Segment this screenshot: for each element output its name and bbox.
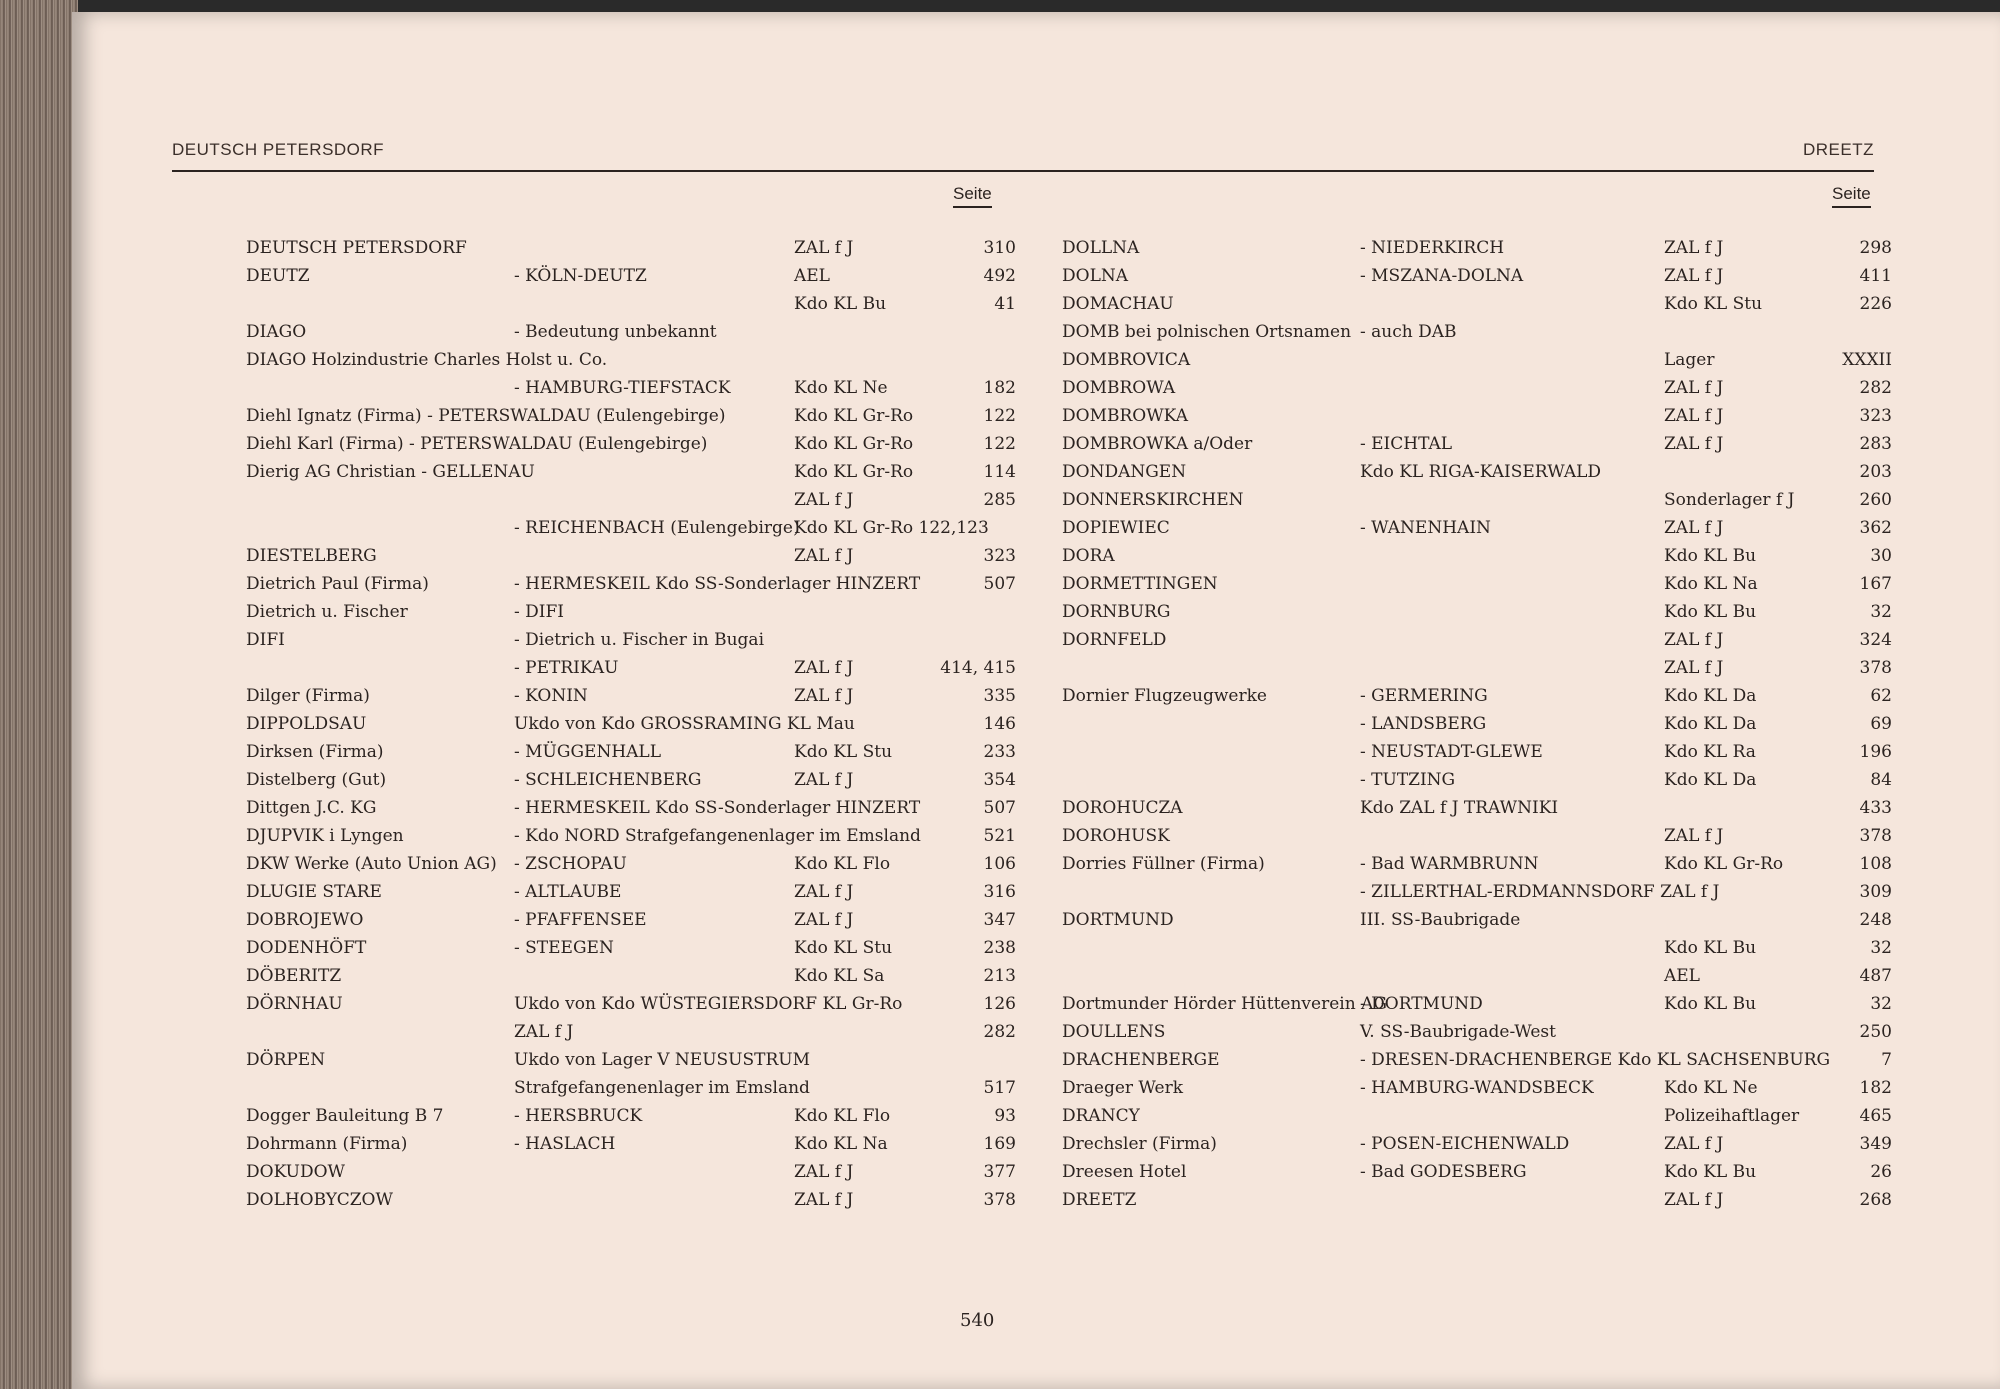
entry-name: DIFI <box>246 630 285 650</box>
entry-name: DOMBROWKA <box>1062 406 1188 426</box>
entry-page: 30 <box>1870 546 1892 566</box>
entry-location: - Dietrich u. Fischer in Bugai <box>514 630 765 650</box>
index-entry <box>1062 350 1892 378</box>
entry-camp: Kdo KL Bu <box>1664 994 1757 1014</box>
index-entry <box>1062 1022 1892 1050</box>
index-entry <box>1062 546 1892 574</box>
entry-name: DOLNA <box>1062 266 1129 286</box>
index-entry <box>1062 602 1892 630</box>
entry-name: DKW Werke (Auto Union AG) <box>246 854 497 874</box>
entry-name: Drechsler (Firma) <box>1062 1134 1217 1154</box>
seite-label-right: Seite <box>1832 184 1871 208</box>
entry-page: 250 <box>1859 1022 1892 1042</box>
entry-page: 167 <box>1859 574 1892 594</box>
entry-page: 213 <box>983 966 1016 986</box>
entry-page: 260 <box>1859 490 1892 510</box>
entry-camp: ZAL f J <box>794 882 854 902</box>
entry-camp: Kdo KL Gr-Ro 122,123 <box>794 518 989 538</box>
entry-name: DJUPVIK i Lyngen <box>246 826 404 846</box>
entry-camp: ZAL f J <box>1664 406 1724 426</box>
entry-name: DIAGO <box>246 322 307 342</box>
entry-page: 146 <box>983 714 1016 734</box>
entry-name: Diehl Karl (Firma) - PETERSWALDAU (Eulengebirge) <box>246 434 708 454</box>
entry-page: 378 <box>983 1190 1016 1210</box>
entry-page: 84 <box>1870 770 1892 790</box>
entry-name: DOPIEWIEC <box>1062 518 1170 538</box>
index-entry <box>246 770 1016 798</box>
entry-location: - DRESEN-DRACHENBERGE Kdo KL SACHSENBURG <box>1360 1050 1831 1070</box>
entry-page: 93 <box>994 1106 1016 1126</box>
entry-page: 309 <box>1859 882 1892 902</box>
entry-name: DORNFELD <box>1062 630 1167 650</box>
index-entry <box>246 238 1016 266</box>
entry-name: DOBROJEWO <box>246 910 364 930</box>
index-entry <box>246 1022 1016 1050</box>
entry-location: - HERMESKEIL Kdo SS-Sonderlager HINZERT <box>514 798 921 818</box>
index-entry <box>246 630 1016 658</box>
entry-location: - KÖLN-DEUTZ <box>514 266 647 286</box>
entry-location: Strafgefangenenlager im Emsland <box>514 1078 810 1098</box>
entry-camp: Kdo KL Da <box>1664 770 1757 790</box>
entry-name: DONNERSKIRCHEN <box>1062 490 1244 510</box>
entry-page: 349 <box>1859 1134 1892 1154</box>
index-entry <box>1062 1078 1892 1106</box>
entry-page: 62 <box>1870 686 1892 706</box>
entry-name: DOROHUSK <box>1062 826 1170 846</box>
entry-page: 335 <box>983 686 1016 706</box>
index-entry <box>246 1050 1016 1078</box>
entry-camp: ZAL f J <box>794 770 854 790</box>
entry-page: 32 <box>1870 938 1892 958</box>
index-entry <box>1062 294 1892 322</box>
entry-location: - EICHTAL <box>1360 434 1453 454</box>
entry-page: 26 <box>1870 1162 1892 1182</box>
entry-location: - ZILLERTHAL-ERDMANNSDORF ZAL f J <box>1360 882 1720 902</box>
entry-name: Diehl Ignatz (Firma) - PETERSWALDAU (Eulengebirge) <box>246 406 726 426</box>
entry-page: XXXII <box>1842 350 1892 370</box>
entry-name: Dortmunder Hörder Hüttenverein AG <box>1062 994 1387 1014</box>
index-entry <box>1062 406 1892 434</box>
entry-name: DOULLENS <box>1062 1022 1166 1042</box>
index-entry <box>1062 854 1892 882</box>
index-entry <box>1062 378 1892 406</box>
entry-name: DOLHOBYCZOW <box>246 1190 393 1210</box>
entry-camp: ZAL f J <box>1664 1134 1724 1154</box>
entry-name: DOLLNA <box>1062 238 1140 258</box>
index-entry <box>1062 742 1892 770</box>
index-entry <box>1062 434 1892 462</box>
index-entry <box>1062 686 1892 714</box>
entry-name: Dornier Flugzeugwerke <box>1062 686 1267 706</box>
entry-camp: Kdo KL Gr-Ro <box>794 406 914 426</box>
entry-name: DRACHENBERGE <box>1062 1050 1220 1070</box>
entry-location: - MÜGGENHALL <box>514 742 662 762</box>
entry-camp: Kdo KL Ne <box>794 378 888 398</box>
right-column <box>1062 238 1892 1218</box>
index-entry <box>1062 1106 1892 1134</box>
entry-name: Dietrich Paul (Firma) <box>246 574 429 594</box>
index-entry <box>246 1078 1016 1106</box>
entry-camp: Kdo KL Na <box>794 1134 888 1154</box>
index-entry <box>1062 1162 1892 1190</box>
index-entry <box>1062 1190 1892 1218</box>
index-entry <box>246 266 1016 294</box>
entry-location: - MSZANA-DOLNA <box>1360 266 1524 286</box>
entry-name: Dreesen Hotel <box>1062 1162 1187 1182</box>
index-entry <box>1062 266 1892 294</box>
entry-camp: Kdo KL Ne <box>1664 1078 1758 1098</box>
entry-page: 354 <box>983 770 1016 790</box>
entry-page: 32 <box>1870 602 1892 622</box>
entry-page: 282 <box>983 1022 1016 1042</box>
entry-name: Dogger Bauleitung B 7 <box>246 1106 444 1126</box>
entry-camp: AEL <box>1664 966 1700 986</box>
entry-camp: ZAL f J <box>1664 434 1724 454</box>
entry-page: 32 <box>1870 994 1892 1014</box>
entry-location: - auch DAB <box>1360 322 1457 342</box>
entry-name: DORNBURG <box>1062 602 1171 622</box>
entry-page: 323 <box>1859 406 1892 426</box>
entry-name: Dirksen (Firma) <box>246 742 384 762</box>
entry-name: Dorries Füllner (Firma) <box>1062 854 1265 874</box>
entry-page: 69 <box>1870 714 1892 734</box>
entry-location: - ZSCHOPAU <box>514 854 627 874</box>
entry-camp: Kdo KL Bu <box>1664 938 1757 958</box>
entry-camp: Kdo KL Flo <box>794 1106 891 1126</box>
index-entry <box>246 966 1016 994</box>
entry-page: 41 <box>994 294 1016 314</box>
entry-name: DRANCY <box>1062 1106 1140 1126</box>
index-entry <box>246 938 1016 966</box>
entry-name: DORA <box>1062 546 1115 566</box>
index-entry <box>1062 462 1892 490</box>
entry-page: 182 <box>983 378 1016 398</box>
entry-page: 324 <box>1859 630 1892 650</box>
entry-camp: ZAL f J <box>1664 630 1724 650</box>
entry-page: 238 <box>983 938 1016 958</box>
entry-name: Distelberg (Gut) <box>246 770 387 790</box>
index-entry <box>246 910 1016 938</box>
entry-camp: Kdo KL Stu <box>794 742 893 762</box>
entry-page: 233 <box>983 742 1016 762</box>
entry-camp: Kdo KL Sa <box>794 966 885 986</box>
entry-camp: ZAL f J <box>1664 266 1724 286</box>
index-entry <box>1062 798 1892 826</box>
entry-page: 7 <box>1881 1050 1892 1070</box>
entry-name: DOMACHAU <box>1062 294 1174 314</box>
entry-page: 169 <box>983 1134 1016 1154</box>
entry-name: DLUGIE STARE <box>246 882 382 902</box>
index-entry <box>246 602 1016 630</box>
entry-page: 122 <box>983 406 1016 426</box>
entry-location: - NIEDERKIRCH <box>1360 238 1505 258</box>
entry-camp: Lager <box>1664 350 1715 370</box>
entry-camp: Kdo KL Flo <box>794 854 891 874</box>
index-entry <box>1062 574 1892 602</box>
entry-camp: Kdo KL Ra <box>1664 742 1756 762</box>
entry-camp: Kdo KL Bu <box>794 294 887 314</box>
entry-name: DOMBROVICA <box>1062 350 1191 370</box>
entry-page: 517 <box>983 1078 1016 1098</box>
entry-location: - STEEGEN <box>514 938 614 958</box>
entry-name: DIESTELBERG <box>246 546 377 566</box>
entry-name: Dierig AG Christian - GELLENAU <box>246 462 535 482</box>
entry-camp: Kdo KL Bu <box>1664 546 1757 566</box>
index-entry <box>246 658 1016 686</box>
entry-camp: Kdo KL Na <box>1664 574 1758 594</box>
entry-location: - SCHLEICHENBERG <box>514 770 702 790</box>
entry-location: - GERMERING <box>1360 686 1488 706</box>
entry-page: 182 <box>1859 1078 1892 1098</box>
entry-name: DONDANGEN <box>1062 462 1187 482</box>
entry-location: - POSEN-EICHENWALD <box>1360 1134 1570 1154</box>
entry-camp: Kdo KL Stu <box>1664 294 1763 314</box>
entry-camp: ZAL f J <box>1664 238 1724 258</box>
entry-camp: Kdo KL Gr-Ro <box>794 434 914 454</box>
index-entry <box>1062 910 1892 938</box>
entry-camp: Sonderlager f J <box>1664 490 1795 510</box>
index-entry <box>246 798 1016 826</box>
entry-page: 347 <box>983 910 1016 930</box>
entry-page: 285 <box>983 490 1016 510</box>
entry-name: DODENHÖFT <box>246 938 367 958</box>
entry-camp: ZAL f J <box>1664 518 1724 538</box>
entry-location: ZAL f J <box>514 1022 574 1042</box>
entry-camp: Kdo KL Bu <box>1664 602 1757 622</box>
index-entry <box>1062 630 1892 658</box>
index-entry <box>246 882 1016 910</box>
entry-name: Dittgen J.C. KG <box>246 798 377 818</box>
book-page-edges <box>0 0 78 1389</box>
entry-page: 521 <box>983 826 1016 846</box>
entry-location: Kdo KL RIGA-KAISERWALD <box>1360 462 1602 482</box>
entry-page: 283 <box>1859 434 1892 454</box>
index-entry <box>1062 322 1892 350</box>
entry-page: 196 <box>1859 742 1892 762</box>
entry-camp: Kdo KL Stu <box>794 938 893 958</box>
entry-location: - HERMESKEIL Kdo SS-Sonderlager HINZERT <box>514 574 921 594</box>
entry-location: Ukdo von Kdo WÜSTEGIERSDORF KL Gr-Ro <box>514 994 903 1014</box>
left-column <box>246 238 1016 1218</box>
entry-camp: ZAL f J <box>794 546 854 566</box>
seite-label-left: Seite <box>953 184 992 208</box>
entry-name: Dilger (Firma) <box>246 686 370 706</box>
index-entry <box>246 1162 1016 1190</box>
entry-location: - HAMBURG-WANDSBECK <box>1360 1078 1594 1098</box>
entry-location: - WANENHAIN <box>1360 518 1491 538</box>
entry-page: 465 <box>1859 1106 1892 1126</box>
entry-name: DÖBERITZ <box>246 966 342 986</box>
index-entry <box>1062 658 1892 686</box>
entry-page: 268 <box>1859 1190 1892 1210</box>
entry-camp: Kdo KL Gr-Ro <box>794 462 914 482</box>
entry-location: - KONIN <box>514 686 588 706</box>
entry-name: DOMBROWKA a/Oder <box>1062 434 1253 454</box>
header-rule <box>172 170 1874 172</box>
index-entry <box>1062 1050 1892 1078</box>
index-entry <box>246 350 1016 378</box>
entry-camp: ZAL f J <box>794 238 854 258</box>
entry-location: - NEUSTADT-GLEWE <box>1360 742 1543 762</box>
entry-page: 507 <box>983 574 1016 594</box>
entry-location: - HASLACH <box>514 1134 616 1154</box>
entry-page: 310 <box>983 238 1016 258</box>
index-entry <box>246 1190 1016 1218</box>
entry-page: 126 <box>983 994 1016 1014</box>
entry-page: 316 <box>983 882 1016 902</box>
entry-name: DEUTZ <box>246 266 310 286</box>
index-entry <box>246 826 1016 854</box>
entry-camp: AEL <box>794 266 830 286</box>
index-entry <box>246 994 1016 1022</box>
index-entry <box>246 686 1016 714</box>
index-entry <box>1062 994 1892 1022</box>
index-entry <box>246 1134 1016 1162</box>
index-entry <box>246 462 1016 490</box>
entry-camp: Kdo KL Da <box>1664 686 1757 706</box>
entry-name: DEUTSCH PETERSDORF <box>246 238 467 258</box>
entry-name: Draeger Werk <box>1062 1078 1184 1098</box>
entry-page: 298 <box>1859 238 1892 258</box>
index-entry <box>1062 490 1892 518</box>
entry-page: 507 <box>983 798 1016 818</box>
index-entry <box>1062 770 1892 798</box>
entry-name: DÖRPEN <box>246 1050 326 1070</box>
index-entry <box>246 406 1016 434</box>
entry-location: - Kdo NORD Strafgefangenenlager im Emsland <box>514 826 921 846</box>
entry-page: 433 <box>1859 798 1892 818</box>
entry-page: 362 <box>1859 518 1892 538</box>
entry-page: 108 <box>1859 854 1892 874</box>
index-entry <box>1062 518 1892 546</box>
index-entry <box>246 490 1016 518</box>
entry-camp: ZAL f J <box>794 1162 854 1182</box>
entry-location: - REICHENBACH (Eulengebirge) <box>514 518 800 538</box>
entry-page: 114 <box>983 462 1016 482</box>
entry-camp: ZAL f J <box>794 686 854 706</box>
index-entry <box>1062 714 1892 742</box>
entry-camp: ZAL f J <box>794 658 854 678</box>
entry-location: - PETRIKAU <box>514 658 619 678</box>
entry-location: V. SS-Baubrigade-West <box>1360 1022 1556 1042</box>
entry-camp: ZAL f J <box>1664 658 1724 678</box>
entry-camp: Kdo KL Da <box>1664 714 1757 734</box>
entry-camp: Polizeihaftlager <box>1664 1106 1800 1126</box>
entry-camp: ZAL f J <box>1664 826 1724 846</box>
index-entry <box>246 322 1016 350</box>
entry-name: DIPPOLDSAU <box>246 714 367 734</box>
entry-camp: ZAL f J <box>1664 1190 1724 1210</box>
entry-page: 411 <box>1859 266 1892 286</box>
index-entry <box>1062 938 1892 966</box>
entry-location: - TUTZING <box>1360 770 1456 790</box>
entry-page: 282 <box>1859 378 1892 398</box>
entry-page: 203 <box>1859 462 1892 482</box>
index-entry <box>1062 238 1892 266</box>
index-entry <box>1062 882 1892 910</box>
entry-page: 487 <box>1859 966 1892 986</box>
entry-camp: ZAL f J <box>1664 378 1724 398</box>
entry-camp: Kdo KL Bu <box>1664 1162 1757 1182</box>
entry-page: 226 <box>1859 294 1892 314</box>
entry-location: - Bedeutung unbekannt <box>514 322 717 342</box>
entry-page: 378 <box>1859 826 1892 846</box>
entry-name: DOROHUCZA <box>1062 798 1183 818</box>
entry-camp: Kdo KL Gr-Ro <box>1664 854 1784 874</box>
entry-page: 248 <box>1859 910 1892 930</box>
entry-location: - DORTMUND <box>1360 994 1483 1014</box>
entry-name: DÖRNHAU <box>246 994 343 1014</box>
entry-name: Dietrich u. Fischer <box>246 602 408 622</box>
index-entry <box>246 518 1016 546</box>
header-right: DREETZ <box>1803 140 1874 159</box>
index-entry <box>1062 826 1892 854</box>
entry-location: - PFAFFENSEE <box>514 910 647 930</box>
index-entry <box>246 1106 1016 1134</box>
entry-camp: ZAL f J <box>794 910 854 930</box>
entry-location: III. SS-Baubrigade <box>1360 910 1521 930</box>
index-entry <box>246 854 1016 882</box>
entry-location: - LANDSBERG <box>1360 714 1487 734</box>
entry-page: 492 <box>983 266 1016 286</box>
entry-name: DORTMUND <box>1062 910 1174 930</box>
entry-name: DREETZ <box>1062 1190 1137 1210</box>
entry-location: - ALTLAUBE <box>514 882 622 902</box>
entry-name: DOMB bei polnischen Ortsnamen <box>1062 322 1352 342</box>
index-entry <box>246 742 1016 770</box>
entry-location: - DIFI <box>514 602 565 622</box>
entry-page: 377 <box>983 1162 1016 1182</box>
index-entry <box>246 434 1016 462</box>
entry-name: DOMBROWA <box>1062 378 1176 398</box>
entry-location: - Bad WARMBRUNN <box>1360 854 1539 874</box>
entry-page: 378 <box>1859 658 1892 678</box>
index-entry <box>246 378 1016 406</box>
entry-name: DORMETTINGEN <box>1062 574 1218 594</box>
index-entry <box>246 546 1016 574</box>
entry-location: - HERSBRUCK <box>514 1106 643 1126</box>
entry-camp: ZAL f J <box>794 490 854 510</box>
entry-page: 414, 415 <box>940 658 1016 678</box>
header-left: DEUTSCH PETERSDORF <box>172 140 385 159</box>
entry-page: 122 <box>983 434 1016 454</box>
entry-name: DOKUDOW <box>246 1162 346 1182</box>
entry-location: - HAMBURG-TIEFSTACK <box>514 378 731 398</box>
entry-name: Dohrmann (Firma) <box>246 1134 408 1154</box>
index-entry <box>246 574 1016 602</box>
index-entry <box>1062 966 1892 994</box>
entry-page: 106 <box>983 854 1016 874</box>
entry-location: Ukdo von Lager V NEUSUSTRUM <box>514 1050 811 1070</box>
entry-page: 323 <box>983 546 1016 566</box>
index-entry <box>1062 1134 1892 1162</box>
index-entry <box>246 714 1016 742</box>
entry-location: Ukdo von Kdo GROSSRAMING KL Mau <box>514 714 855 734</box>
entry-location: Kdo ZAL f J TRAWNIKI <box>1360 798 1559 818</box>
entry-camp: ZAL f J <box>794 1190 854 1210</box>
entry-name: DIAGO Holzindustrie Charles Holst u. Co. <box>246 350 608 370</box>
page-number: 540 <box>960 1310 995 1331</box>
index-entry <box>246 294 1016 322</box>
entry-location: - Bad GODESBERG <box>1360 1162 1527 1182</box>
